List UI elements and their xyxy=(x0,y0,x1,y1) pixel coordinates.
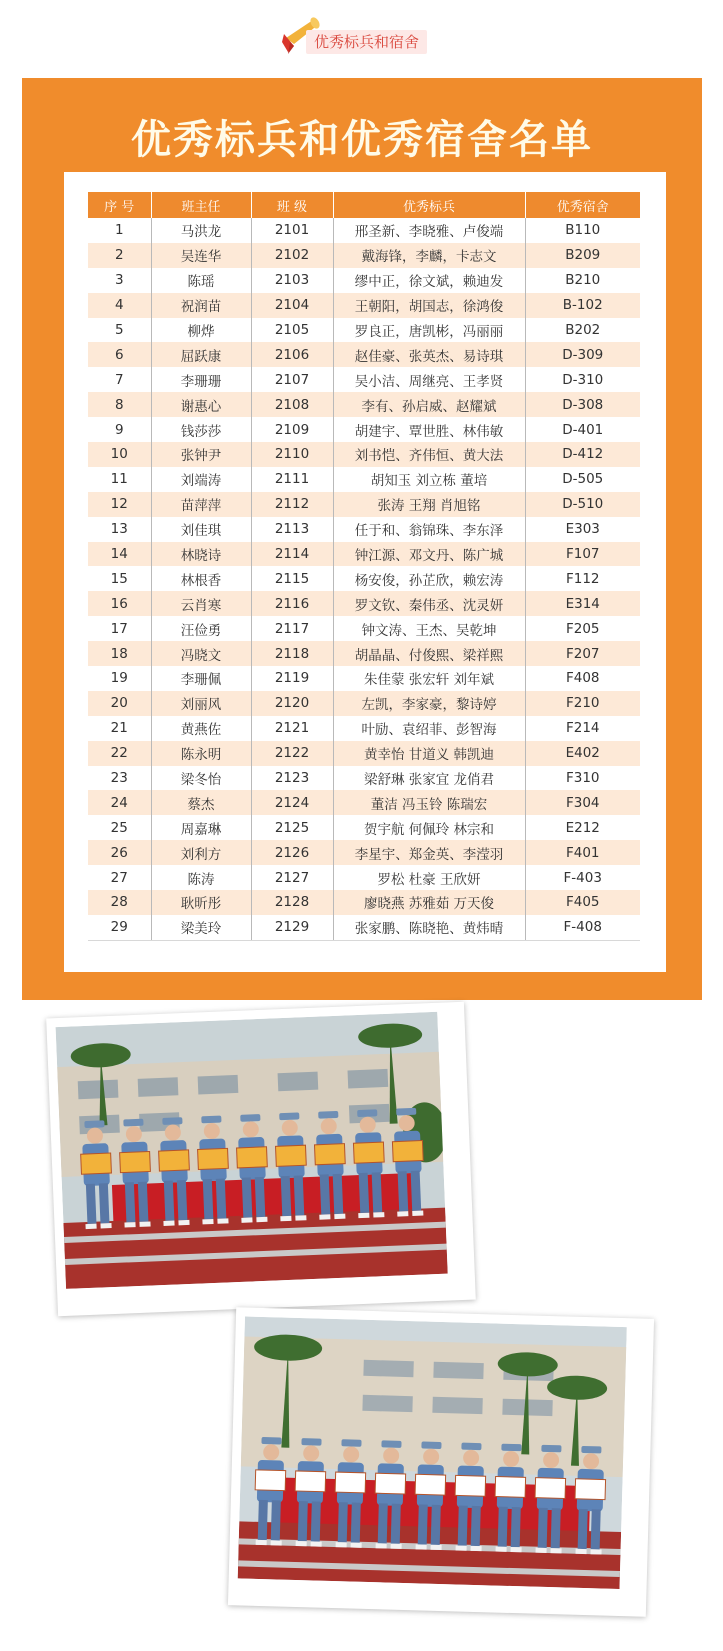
dorm-cell: B110 xyxy=(525,218,640,243)
class-cell: 2107 xyxy=(251,367,333,392)
index-cell: 16 xyxy=(88,591,151,616)
teacher-cell: 陈涛 xyxy=(151,865,251,890)
honor-board xyxy=(22,78,702,1000)
teacher-cell: 冯晓文 xyxy=(151,641,251,666)
students-cell: 张涛 王翔 肖旭铭 xyxy=(333,492,525,517)
students-cell: 李星宇、郑金英、李滢羽 xyxy=(333,840,525,865)
dorm-cell: B209 xyxy=(525,243,640,268)
dorm-cell: E402 xyxy=(525,741,640,766)
students-cell: 董洁 冯玉铃 陈瑞宏 xyxy=(333,790,525,815)
award-ceremony-photo xyxy=(56,1012,448,1289)
class-cell: 2113 xyxy=(251,517,333,542)
students-cell: 胡建宇、覃世胜、林伟敏 xyxy=(333,417,525,442)
students-cell: 缪中正，徐文斌，赖迪发 xyxy=(333,268,525,293)
table-row xyxy=(88,243,640,268)
students-cell: 刘书恺、齐伟恒、黄大法 xyxy=(333,442,525,467)
table-header-row xyxy=(88,192,640,218)
index-cell: 14 xyxy=(88,542,151,567)
students-cell: 戴海锋，李麟，卡志文 xyxy=(333,243,525,268)
class-cell: 2123 xyxy=(251,766,333,791)
teacher-cell: 林根香 xyxy=(151,566,251,591)
teacher-cell: 黄燕佐 xyxy=(151,716,251,741)
students-cell: 杨安俊，孙芷欣，赖宏涛 xyxy=(333,566,525,591)
table-row xyxy=(88,840,640,865)
table-row xyxy=(88,417,640,442)
class-cell: 2125 xyxy=(251,815,333,840)
table-row xyxy=(88,591,640,616)
index-cell: 17 xyxy=(110,620,128,637)
class-cell: 2124 xyxy=(251,790,333,815)
students-cell: 左凯，李家豪，黎诗婷 xyxy=(333,691,525,716)
table-row xyxy=(88,268,640,293)
students-cell: 赵佳豪、张英杰、易诗琪 xyxy=(333,342,525,367)
table-row xyxy=(88,691,640,716)
index-cell: 27 xyxy=(110,869,128,886)
table-row xyxy=(88,392,640,417)
award-photo-1 xyxy=(46,1002,476,1317)
table-body xyxy=(88,218,640,940)
students-cell: 任于和、翁锦珠、李东泽 xyxy=(333,517,525,542)
board-title: 优秀标兵和优秀宿舍名单 xyxy=(131,117,593,163)
index-cell: 15 xyxy=(110,570,128,587)
table-row xyxy=(88,367,640,392)
col-header-students: 优秀标兵 xyxy=(333,192,525,218)
students-cell: 张家鹏、陈晓艳、黄炜晴 xyxy=(333,915,525,940)
index-cell: 10 xyxy=(88,442,151,467)
teacher-cell: 吴连华 xyxy=(151,243,251,268)
students-cell: 钟江源、邓文丹、陈广城 xyxy=(333,542,525,567)
teacher-cell: 汪俭勇 xyxy=(151,616,251,641)
dorm-cell: F310 xyxy=(525,766,640,791)
class-cell: 2120 xyxy=(251,691,333,716)
class-cell: 2102 xyxy=(251,243,333,268)
dorm-cell: F-403 xyxy=(525,865,640,890)
section-tag xyxy=(280,16,450,54)
students-cell: 贺宇航 何佩玲 林宗和 xyxy=(333,815,525,840)
dorm-cell: B-102 xyxy=(525,293,640,318)
class-cell: 2115 xyxy=(251,566,333,591)
teacher-cell: 陈永明 xyxy=(151,741,251,766)
table-row xyxy=(88,766,640,791)
index-cell: 2 xyxy=(88,243,151,268)
teacher-cell: 刘端涛 xyxy=(151,467,251,492)
table-row xyxy=(88,293,640,318)
index-cell: 22 xyxy=(88,741,151,766)
teacher-cell: 刘利方 xyxy=(151,840,251,865)
students-cell: 李有、孙启威、赵耀斌 xyxy=(333,392,525,417)
teacher-cell: 刘佳琪 xyxy=(151,517,251,542)
class-cell: 2103 xyxy=(251,268,333,293)
index-cell: 29 xyxy=(88,915,151,940)
index-cell: 1 xyxy=(114,222,124,239)
table-row xyxy=(88,318,640,343)
dorm-cell: E303 xyxy=(525,517,640,542)
students-cell: 叶励、袁绍菲、彭智海 xyxy=(333,716,525,741)
teacher-cell: 周嘉琳 xyxy=(151,815,251,840)
students-cell: 朱佳蒙 张宏轩 刘年斌 xyxy=(333,666,525,691)
students-cell: 王朝阳，胡国志，徐鸿俊 xyxy=(333,293,525,318)
students-cell: 邢圣新、李晓雅、卢俊端 xyxy=(333,218,525,243)
col-header-teacher: 班主任 xyxy=(151,192,251,218)
students-cell: 胡晶晶、付俊熙、梁祥熙 xyxy=(333,641,525,666)
table-row xyxy=(88,815,640,840)
award-ceremony-photo xyxy=(238,1316,627,1589)
table-row xyxy=(88,542,640,567)
teacher-cell: 祝润苗 xyxy=(151,293,251,318)
dorm-cell: F-408 xyxy=(525,915,640,940)
dorm-cell: D-510 xyxy=(525,492,640,517)
teacher-cell: 梁冬怡 xyxy=(151,766,251,791)
index-cell: 20 xyxy=(88,691,151,716)
index-cell: 26 xyxy=(88,840,151,865)
class-cell: 2116 xyxy=(251,591,333,616)
index-cell: 7 xyxy=(114,371,124,388)
dorm-cell: B210 xyxy=(525,268,640,293)
class-cell: 2127 xyxy=(251,865,333,890)
teacher-cell: 柳烨 xyxy=(151,318,251,343)
students-cell: 罗文钦、秦伟丞、沈灵妍 xyxy=(333,591,525,616)
dorm-cell: F401 xyxy=(525,840,640,865)
table-row xyxy=(88,218,640,243)
dorm-cell: F205 xyxy=(525,616,640,641)
table-row xyxy=(88,890,640,915)
table-row xyxy=(88,915,640,940)
index-cell: 19 xyxy=(110,670,128,687)
dorm-cell: E212 xyxy=(525,815,640,840)
table-row xyxy=(88,342,640,367)
table-row xyxy=(88,716,640,741)
index-cell: 3 xyxy=(114,272,124,289)
dorm-cell: F405 xyxy=(525,890,640,915)
index-cell: 13 xyxy=(110,521,128,538)
index-cell: 5 xyxy=(114,322,124,338)
students-cell: 廖晓燕 苏雅茹 万天俊 xyxy=(333,890,525,915)
students-cell: 钟文涛、王杰、吴乾坤 xyxy=(333,616,525,641)
class-cell: 2122 xyxy=(251,741,333,766)
table-row xyxy=(88,517,640,542)
students-cell: 吴小洁、周继亮、王孝贤 xyxy=(333,367,525,392)
students-cell: 罗松 杜豪 王欣妍 xyxy=(333,865,525,890)
col-header-class: 班 级 xyxy=(251,192,333,218)
dorm-cell: F210 xyxy=(525,691,640,716)
award-photo-2 xyxy=(228,1307,654,1617)
teacher-cell: 张钟尹 xyxy=(151,442,251,467)
students-cell: 胡知玉 刘立栋 董培 xyxy=(333,467,525,492)
teacher-cell: 苗萍萍 xyxy=(151,492,251,517)
class-cell: 2114 xyxy=(251,542,333,567)
index-cell: 9 xyxy=(114,421,124,438)
class-cell: 2121 xyxy=(251,716,333,741)
class-cell: 2112 xyxy=(251,492,333,517)
col-header-index: 序 号 xyxy=(88,192,151,218)
index-cell: 28 xyxy=(88,890,151,915)
teacher-cell: 李珊珊 xyxy=(151,367,251,392)
dorm-cell: D-412 xyxy=(525,442,640,467)
table-row xyxy=(88,790,640,815)
index-cell: 11 xyxy=(110,471,128,488)
dorm-cell: E314 xyxy=(525,591,640,616)
dorm-cell: F207 xyxy=(525,641,640,666)
teacher-cell: 谢惠心 xyxy=(151,392,251,417)
teacher-cell: 云肖寒 xyxy=(151,591,251,616)
class-cell: 2117 xyxy=(251,616,333,641)
teacher-cell: 马洪龙 xyxy=(151,218,251,243)
teacher-cell: 刘丽风 xyxy=(151,691,251,716)
class-cell: 2106 xyxy=(251,342,333,367)
table-row xyxy=(88,492,640,517)
dorm-cell: D-401 xyxy=(525,417,640,442)
index-cell: 6 xyxy=(88,342,151,367)
index-cell: 18 xyxy=(88,641,151,666)
col-header-dorm: 优秀宿舍 xyxy=(525,192,640,218)
class-cell: 2110 xyxy=(251,442,333,467)
index-cell: 12 xyxy=(88,492,151,517)
table-row xyxy=(88,442,640,467)
roster-paper xyxy=(64,172,666,972)
index-cell: 8 xyxy=(88,392,151,417)
class-cell: 2119 xyxy=(251,666,333,691)
table-row xyxy=(88,467,640,492)
index-cell: 24 xyxy=(88,790,151,815)
students-cell: 罗良正，唐凯彬，冯丽丽 xyxy=(333,318,525,343)
class-cell: 2108 xyxy=(251,392,333,417)
class-cell: 2128 xyxy=(251,890,333,915)
dorm-cell: F107 xyxy=(525,542,640,567)
teacher-cell: 耿昕彤 xyxy=(151,890,251,915)
index-cell: 23 xyxy=(110,770,128,787)
students-cell: 梁舒琳 张家宜 龙俏君 xyxy=(333,766,525,791)
class-cell: 2129 xyxy=(251,915,333,940)
teacher-cell: 梁美玲 xyxy=(151,915,251,940)
dorm-cell: B202 xyxy=(525,318,640,343)
teacher-cell: 屈跃康 xyxy=(151,342,251,367)
table-row xyxy=(88,741,640,766)
class-cell: 2105 xyxy=(251,318,333,343)
class-cell: 2118 xyxy=(251,641,333,666)
dorm-cell: D-310 xyxy=(525,367,640,392)
teacher-cell: 陈瑶 xyxy=(151,268,251,293)
class-cell: 2126 xyxy=(251,840,333,865)
class-cell: 2111 xyxy=(251,467,333,492)
index-cell: 4 xyxy=(88,293,151,318)
teacher-cell: 蔡杰 xyxy=(151,790,251,815)
index-cell: 21 xyxy=(110,720,128,737)
students-cell: 黄幸怡 甘道义 韩凯迪 xyxy=(333,741,525,766)
class-cell: 2109 xyxy=(251,417,333,442)
dorm-cell: D-505 xyxy=(525,467,640,492)
teacher-cell: 李珊佩 xyxy=(151,666,251,691)
dorm-cell: D-308 xyxy=(525,392,640,417)
section-tag-label: 优秀标兵和宿舍 xyxy=(306,30,427,54)
dorm-cell: F304 xyxy=(525,790,640,815)
class-cell: 2104 xyxy=(251,293,333,318)
table-row xyxy=(88,566,640,591)
dorm-cell: F408 xyxy=(525,666,640,691)
table-row xyxy=(88,616,640,641)
table-row xyxy=(88,666,640,691)
dorm-cell: F112 xyxy=(525,566,640,591)
teacher-cell: 林晓诗 xyxy=(151,542,251,567)
dorm-cell: F214 xyxy=(525,716,640,741)
table-row xyxy=(88,641,640,666)
index-cell: 25 xyxy=(110,819,128,836)
teacher-cell: 钱莎莎 xyxy=(151,417,251,442)
honor-roster-table xyxy=(88,192,640,941)
class-cell: 2101 xyxy=(251,218,333,243)
dorm-cell: D-309 xyxy=(525,342,640,367)
table-row xyxy=(88,865,640,890)
